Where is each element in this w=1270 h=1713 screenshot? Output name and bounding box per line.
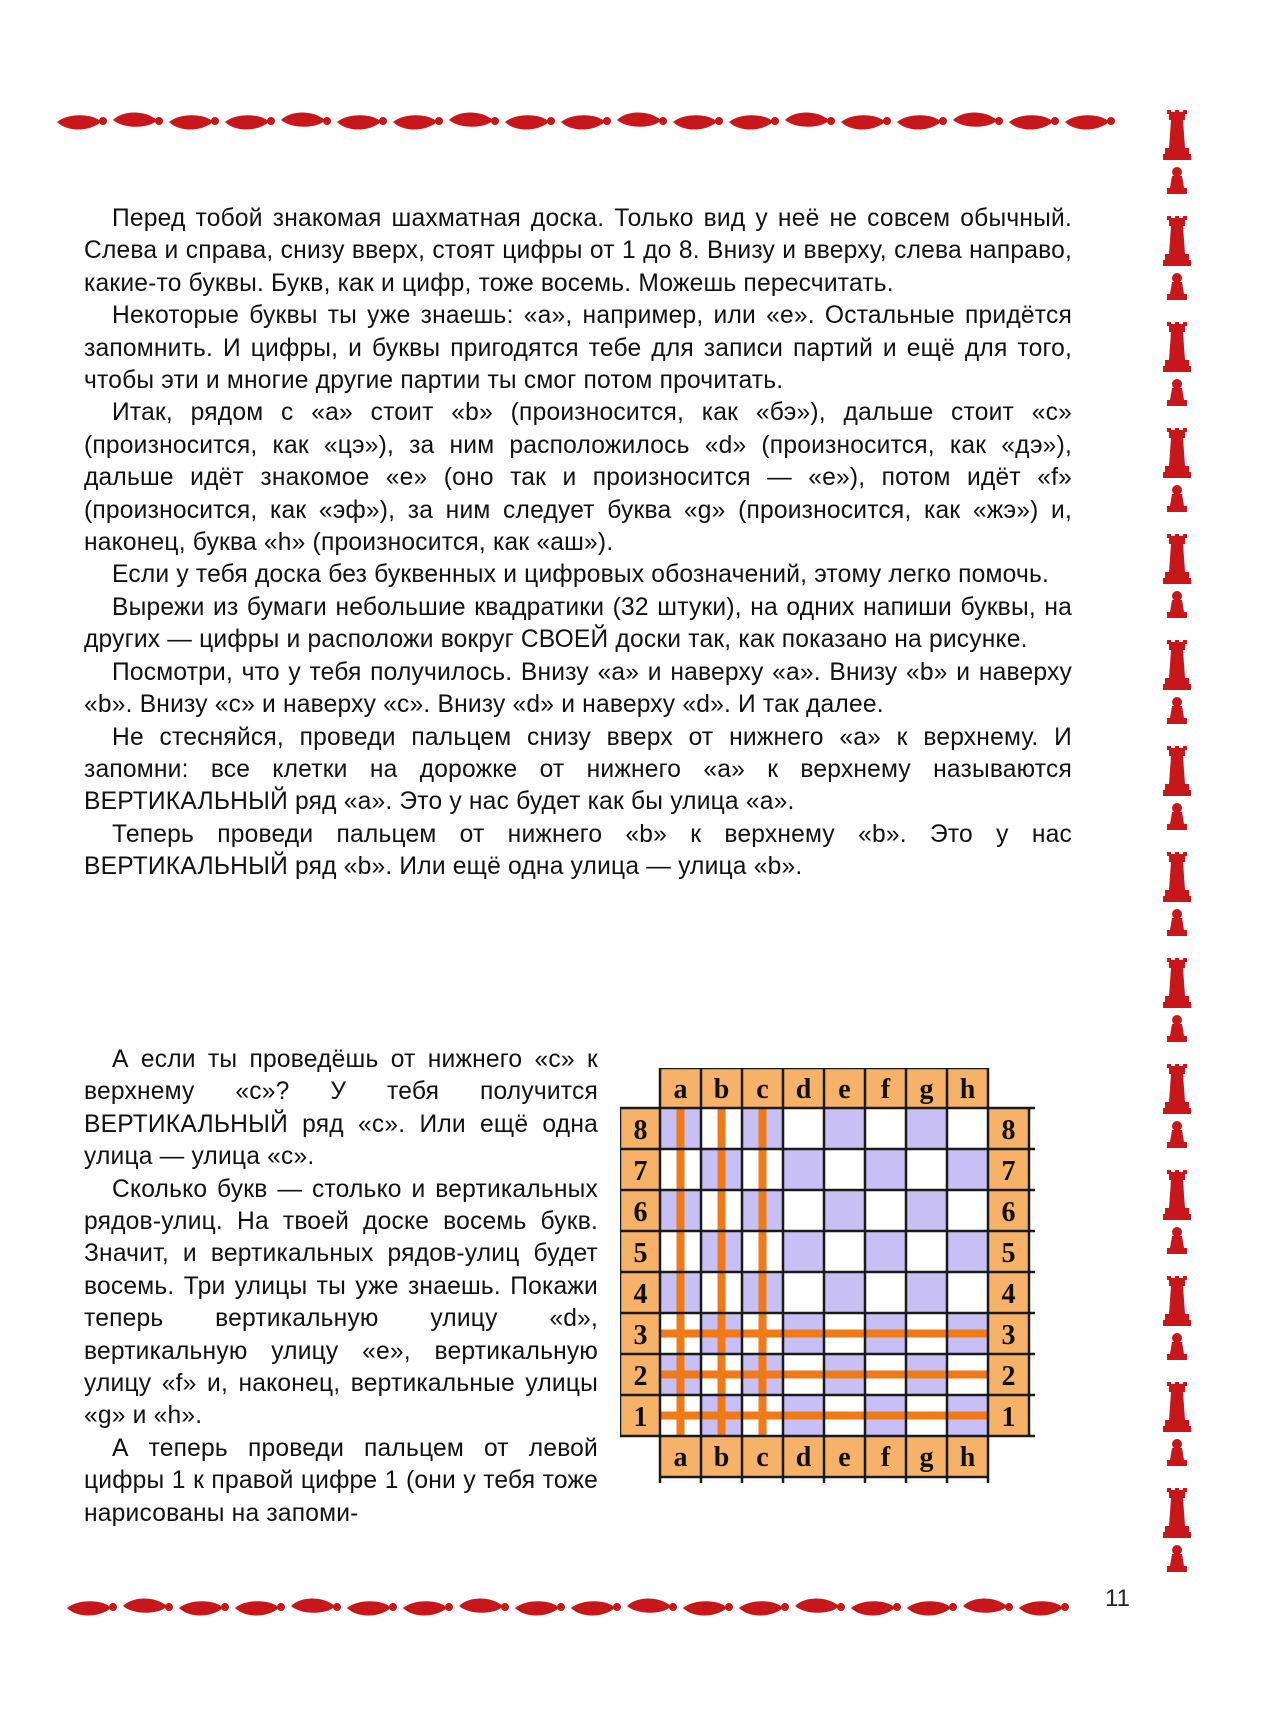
rank-label-right: 8: [1001, 1115, 1016, 1146]
wave-dot: [221, 1603, 229, 1611]
chess-pawn-icon: [1167, 1121, 1187, 1148]
chess-pawn-icon: [1167, 1227, 1187, 1254]
board-square: [824, 1272, 865, 1313]
board-square: [783, 1108, 824, 1149]
wave-dot: [211, 117, 219, 125]
wave-dot: [995, 117, 1003, 125]
wave-dot: [771, 117, 779, 125]
wave-dot: [781, 1603, 789, 1611]
board-square: [783, 1149, 824, 1190]
wave-mark: [1019, 1601, 1063, 1615]
wave-mark: [235, 1601, 279, 1615]
chess-rook-icon: [1163, 1170, 1191, 1220]
wave-dot: [155, 117, 163, 125]
rank-label-left: 4: [633, 1279, 648, 1310]
paragraph-10: Сколько букв — столько и вертикальных рядов-улиц. На твоей доске восемь букв. Значит, и вертикальных рядов-улиц будет восемь. Три улицы ты уже знаешь. Покажи теперь вертикальную улицу «d», вертикальную улицу «e», вертикальную улицу «f» и, наконец, вертикальные улицы «g» и «h».: [84, 1175, 598, 1430]
rank-label-left: 6: [633, 1197, 648, 1228]
rank-label-right: 5: [1001, 1238, 1016, 1269]
chess-rook-icon: [1163, 746, 1191, 796]
wave-dot: [939, 117, 947, 125]
wave-mark: [403, 1601, 447, 1615]
wave-mark: [953, 113, 997, 127]
chess-rook-icon: [1163, 534, 1191, 584]
file-label-bottom: g: [919, 1442, 934, 1473]
wave-dot: [1051, 117, 1059, 125]
file-label-bottom: e: [838, 1442, 851, 1473]
board-square: [865, 1272, 906, 1313]
chess-pawn-icon: [1167, 167, 1187, 194]
wave-mark: [1009, 115, 1053, 129]
paragraph-4: Если у тебя доска без буквенных и цифровых обозначений, этому легко помочь.: [112, 561, 1050, 589]
board-square: [865, 1231, 906, 1272]
wave-dot: [99, 117, 107, 125]
board-square: [865, 1190, 906, 1231]
wave-dot: [557, 1603, 565, 1611]
board-square: [906, 1231, 947, 1272]
wave-dot: [109, 1603, 117, 1611]
wave-mark: [113, 113, 157, 127]
wave-mark: [795, 1599, 839, 1613]
wave-dot: [491, 117, 499, 125]
board-square: [824, 1149, 865, 1190]
wave-mark: [449, 113, 493, 127]
wave-dot: [267, 117, 275, 125]
wave-mark: [683, 1601, 727, 1615]
file-label-bottom: c: [756, 1442, 769, 1473]
chess-pawn-icon: [1167, 273, 1187, 300]
file-label-top: h: [959, 1074, 976, 1105]
paragraph-3: Итак, рядом с «a» стоит «b» (произносится, как «бэ»), дальше стоит «c» (произносится, как «цэ»), за ним расположилось «d» (произносится, как «дэ»), дальше идёт знакомое «e» (оно так и произносится — «e»), потом идёт «f» (произносится, как «эф»), за ним следует буква «g» (произносится, как «жэ») и, наконец, буква «h» (произносится, как «аш»).: [84, 399, 1072, 557]
wave-dot: [613, 1603, 621, 1611]
rank-label-right: 7: [1001, 1156, 1016, 1187]
chess-rook-icon: [1163, 958, 1191, 1008]
chess-pawn-icon: [1167, 697, 1187, 724]
rank-label-left: 5: [633, 1238, 648, 1269]
main-text: [84, 203, 1072, 884]
wave-dot: [715, 117, 723, 125]
wave-mark: [169, 115, 213, 129]
wave-mark: [123, 1599, 167, 1613]
wave-mark: [1065, 115, 1109, 129]
paragraph-8: Теперь проведи пальцем от нижнего «b» к верхнему «b». Это у нас ВЕРТИКАЛЬНЫЙ ряд «b». Или ещё одна улица — улица «b».: [84, 820, 1072, 881]
rank-label-left: 1: [633, 1402, 648, 1433]
chess-pawn-icon: [1167, 909, 1187, 936]
wave-dot: [277, 1603, 285, 1611]
chess-rook-icon: [1163, 1382, 1191, 1432]
chess-rook-icon: [1163, 216, 1191, 266]
wave-mark: [897, 115, 941, 129]
rank-label-left: 8: [633, 1115, 648, 1146]
file-label-bottom: h: [959, 1442, 976, 1473]
board-square: [906, 1190, 947, 1231]
wave-mark: [459, 1599, 503, 1613]
side-text: [84, 1044, 598, 1530]
wave-mark: [739, 1601, 783, 1615]
wave-mark: [561, 115, 605, 129]
wave-mark: [851, 1601, 895, 1615]
page-number: 11: [1105, 1585, 1130, 1612]
wave-mark: [505, 115, 549, 129]
rank-label-right: 6: [1001, 1197, 1016, 1228]
board-square: [947, 1272, 988, 1313]
wave-dot: [501, 1603, 509, 1611]
wave-dot: [725, 1603, 733, 1611]
chess-pawn-icon: [1167, 1015, 1187, 1042]
wave-dot: [165, 1603, 173, 1611]
board-square: [783, 1190, 824, 1231]
wave-dot: [379, 117, 387, 125]
wave-mark: [627, 1599, 671, 1613]
wave-dot: [435, 117, 443, 125]
wave-dot: [547, 117, 555, 125]
file-label-top: d: [795, 1074, 812, 1105]
wave-mark: [67, 1601, 111, 1615]
file-label-bottom: a: [673, 1442, 688, 1473]
chess-rook-icon: [1163, 1064, 1191, 1114]
wave-mark: [617, 113, 661, 127]
wave-dot: [1005, 1603, 1013, 1611]
wave-dot: [603, 117, 611, 125]
chess-pawn-icon: [1167, 591, 1187, 618]
board-square: [947, 1231, 988, 1272]
board-square: [865, 1149, 906, 1190]
wave-dot: [837, 1603, 845, 1611]
chess-piece-chain-border: [1155, 110, 1199, 1590]
file-label-top: c: [756, 1074, 769, 1105]
chess-rook-icon: [1163, 110, 1191, 160]
wave-dot: [669, 1603, 677, 1611]
file-label-bottom: f: [880, 1442, 891, 1473]
wave-dot: [949, 1603, 957, 1611]
wave-mark: [515, 1601, 559, 1615]
board-square: [865, 1108, 906, 1149]
board-square: [783, 1231, 824, 1272]
wave-mark: [179, 1601, 223, 1615]
wave-dot: [389, 1603, 397, 1611]
rank-label-right: 2: [1001, 1361, 1016, 1392]
paragraph-5: Вырежи из бумаги небольшие квадратики (32 штуки), на одних напиши буквы, на других — цифры и расположи вокруг СВОЕЙ доски так, как показано на рисунке.: [84, 593, 1072, 654]
wave-dot: [893, 1603, 901, 1611]
rank-label-left: 2: [633, 1361, 648, 1392]
file-label-bottom: b: [713, 1442, 730, 1473]
board-square: [824, 1190, 865, 1231]
paragraph-2: Некоторые буквы ты уже знаешь: «a», например, или «e». Остальные придётся запомнить. И цифры, и буквы пригодятся тебе для записи партий и ещё для того, чтобы эти и многие другие партии ты смог потом прочитать.: [84, 302, 1072, 395]
paragraph-7: Не стесняйся, проведи пальцем снизу вверх от нижнего «a» к верхнему. И запомни: все клетки на дорожке от нижнего «a» к верхнему называются ВЕРТИКАЛЬНЫЙ ряд «a». Это у нас будет как бы улица «a».: [84, 723, 1072, 816]
wave-mark: [785, 113, 829, 127]
board-square: [906, 1108, 947, 1149]
wave-dot: [323, 117, 331, 125]
board-square: [824, 1231, 865, 1272]
wave-mark: [729, 115, 773, 129]
rank-label-right: 1: [1001, 1402, 1016, 1433]
chess-rook-icon: [1163, 1276, 1191, 1326]
bottom-wave-border: [65, 1594, 1075, 1622]
wave-mark: [225, 115, 269, 129]
board-square: [947, 1190, 988, 1231]
wave-mark: [347, 1601, 391, 1615]
rank-label-right: 4: [1001, 1279, 1016, 1310]
chess-rook-icon: [1163, 640, 1191, 690]
chess-rook-icon: [1163, 428, 1191, 478]
rank-label-left: 3: [633, 1320, 648, 1351]
board-square: [906, 1272, 947, 1313]
board-square: [783, 1272, 824, 1313]
wave-mark: [571, 1601, 615, 1615]
board-square: [947, 1149, 988, 1190]
file-label-top: a: [673, 1074, 688, 1105]
chess-rook-icon: [1163, 852, 1191, 902]
wave-mark: [963, 1599, 1007, 1613]
chessboard-diagram: [620, 1068, 1080, 1528]
wave-dot: [445, 1603, 453, 1611]
file-label-top: b: [713, 1074, 730, 1105]
rank-label-left: 7: [633, 1156, 648, 1187]
file-label-top: e: [838, 1074, 851, 1105]
wave-mark: [57, 115, 101, 129]
board-square: [824, 1108, 865, 1149]
paragraph-1: Перед тобой знакомая шахматная доска. Только вид у неё не совсем обычный. Слева и справа, снизу вверх, стоят цифры от 1 до 8. Внизу и вверху, слева направо, какие-то буквы. Букв, как и цифр, тоже восемь. Можешь пересчитать.: [84, 205, 1072, 297]
wave-mark: [841, 115, 885, 129]
paragraph-11: А теперь проведи пальцем от левой цифры 1 к правой цифре 1 (они у тебя тоже нарисованы на запоми-: [84, 1434, 598, 1527]
wave-dot: [827, 117, 835, 125]
file-label-top: f: [880, 1074, 891, 1105]
wave-mark: [907, 1601, 951, 1615]
file-label-top: g: [919, 1074, 934, 1105]
chess-pawn-icon: [1167, 1439, 1187, 1466]
wave-dot: [333, 1603, 341, 1611]
wave-mark: [337, 115, 381, 129]
wave-dot: [659, 117, 667, 125]
wave-dot: [1061, 1603, 1069, 1611]
wave-dot: [883, 117, 891, 125]
paragraph-6: Посмотри, что у тебя получилось. Внизу «a» и наверху «a». Внизу «b» и наверху «b». Внизу «c» и наверху «c». Внизу «d» и наверху «d». И так далее.: [84, 658, 1072, 719]
chess-pawn-icon: [1167, 1333, 1187, 1360]
file-label-bottom: d: [795, 1442, 812, 1473]
chess-pawn-icon: [1167, 803, 1187, 830]
board-square: [947, 1108, 988, 1149]
chess-rook-icon: [1163, 322, 1191, 372]
chess-rook-icon: [1163, 1488, 1191, 1538]
chess-pawn-icon: [1167, 379, 1187, 406]
wave-mark: [291, 1599, 335, 1613]
board-square: [906, 1149, 947, 1190]
wave-dot: [1107, 117, 1115, 125]
paragraph-9: А если ты проведёшь от нижнего «c» к верхнему «c»? У тебя получится ВЕРТИКАЛЬНЫЙ ряд «c». Или ещё одна улица — улица «c».: [84, 1046, 598, 1171]
wave-mark: [393, 115, 437, 129]
chess-pawn-icon: [1167, 1545, 1187, 1572]
rank-label-right: 3: [1001, 1320, 1016, 1351]
wave-mark: [281, 113, 325, 127]
wave-mark: [673, 115, 717, 129]
chess-pawn-icon: [1167, 485, 1187, 512]
top-wave-border: [55, 108, 1135, 136]
